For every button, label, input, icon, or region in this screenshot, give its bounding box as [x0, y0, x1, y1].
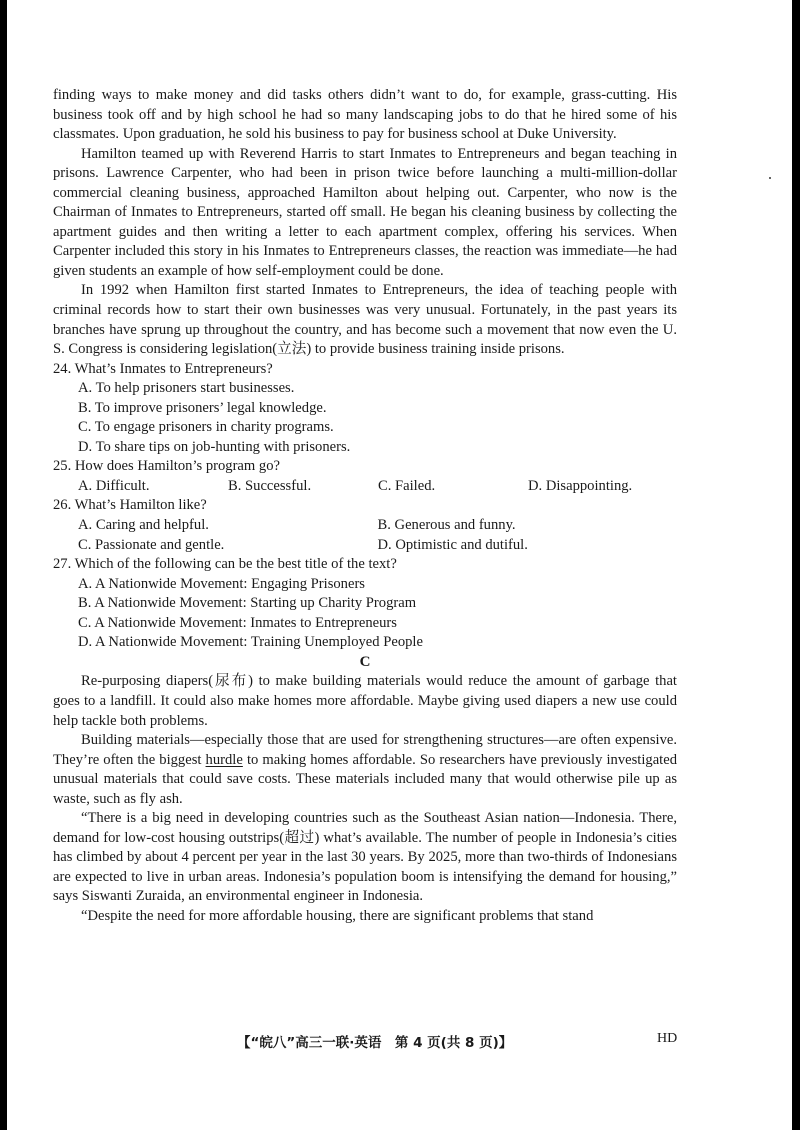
option-a: A. Difficult.	[78, 477, 150, 494]
underlined-word-hurdle: hurdle	[205, 751, 243, 768]
option-c: C. Failed.	[378, 477, 436, 494]
options-row-1	[53, 516, 677, 536]
option-d: D. Optimistic and dutiful.	[377, 536, 528, 553]
option-c: C. To engage prisoners in charity programs.	[78, 419, 334, 436]
passage-b-paragraph-3: In 1992 when Hamilton first started Inmates to Entrepreneurs, the idea of teaching people with criminal records how to start their own businesses was very unusual. Fortunately, in the past years its branches have sprung up throughout the country, and has become such a movement that now even the U. S. Congress is considering legislation(立法) to provide business training inside prisons.	[53, 282, 677, 358]
page-content	[53, 86, 677, 927]
option-b: B. Generous and funny.	[377, 517, 516, 534]
question-25	[53, 457, 677, 496]
option-d: D. Disappointing.	[528, 477, 633, 494]
option-c: C. Passionate and gentle.	[78, 536, 225, 553]
passage-b-paragraph-1: finding ways to make money and did tasks others didn’t want to do, for example, grass-cutting. His business took off and by high school he had so many landscaping jobs to do that he hired some of his classmates. Upon graduation, he sold his business to pay for business school at Duke University.	[53, 87, 677, 143]
options-row-2	[53, 536, 677, 556]
question-stem: 27. Which of the following can be the best title of the text?	[53, 556, 397, 573]
text-run: to making homes affordable. So researchers have previously investigated unusual materials that could save costs. These materials included many that would otherwise pile up as waste, such as fly ash.	[53, 751, 677, 807]
option-b: B. Successful.	[228, 477, 312, 494]
passage-c-paragraph-3: “There is a big need in developing countries such as the Southeast Asian nation—Indonesia. There, demand for low-cost housing outstrips(超过) what’s available. The number of people in Indonesia’s cities has climbed by about 4 percent per year in the last 30 years. By 2025, more than two-thirds of Indonesians are expected to live in urban areas. Indonesia’s population boom is intensifying the demand for housing,” says Siswanti Zuraida, an environmental engineer in Indonesia.	[53, 810, 677, 905]
option-b: B. A Nationwide Movement: Starting up Charity Program	[78, 595, 417, 612]
text-run: Building materials—especially those that are used for strengthening structures—are often expensive. They’re often the biggest	[53, 732, 677, 768]
option-c: C. A Nationwide Movement: Inmates to Entrepreneurs	[78, 614, 397, 631]
option-a: A. Caring and helpful.	[78, 517, 209, 534]
option-b: B. To improve prisoners’ legal knowledge.	[78, 399, 327, 416]
option-d: D. To share tips on job-hunting with prisoners.	[78, 438, 351, 455]
passage-c-paragraph-2	[53, 731, 677, 809]
passage-c-paragraph-4: “Despite the need for more affordable housing, there are significant problems that stand	[81, 907, 594, 924]
question-stem: 26. What’s Hamilton like?	[53, 497, 207, 514]
question-stem: 25. How does Hamilton’s program go?	[53, 458, 280, 475]
option-d: D. A Nationwide Movement: Training Unemployed People	[78, 634, 423, 651]
question-27	[53, 555, 677, 653]
passage-c-paragraph-1: Re-purposing diapers(尿布) to make building materials would reduce the amount of garbage that goes to a landfill. It could also make homes more affordable. Maybe giving used diapers a new use could help tackle both problems.	[53, 673, 677, 729]
footer-page-info: 【“皖八”高三一联·英语 第 4 页(共 8 页)】	[237, 1035, 513, 1051]
passage-b-paragraph-2: Hamilton teamed up with Reverend Harris to start Inmates to Entrepreneurs and began teaching in prisons. Lawrence Carpenter, who had been in prison twice before launching a multi-million-dollar commercial cleaning business, approached Hamilton about helping out. Carpenter, who now is the Chairman of Inmates to Entrepreneurs, started off small. He began his cleaning business by collecting the apartment guides and then writing a letter to each apartment complex, offering his services. When Carpenter included this story in his Inmates to Entrepreneurs classes, the reaction was immediate—he had given students an example of how self-employment could be done.	[53, 145, 677, 279]
exam-page	[7, 0, 792, 1130]
section-heading-c: C	[359, 653, 371, 670]
footer-code: HD	[657, 1031, 678, 1046]
question-26	[53, 496, 677, 555]
question-stem: 24. What’s Inmates to Entrepreneurs?	[53, 360, 273, 377]
option-a: A. To help prisoners start businesses.	[78, 380, 295, 397]
scan-speck	[769, 177, 771, 179]
options-row	[53, 477, 677, 497]
option-a: A. A Nationwide Movement: Engaging Prisoners	[78, 575, 365, 592]
question-24	[53, 360, 677, 458]
